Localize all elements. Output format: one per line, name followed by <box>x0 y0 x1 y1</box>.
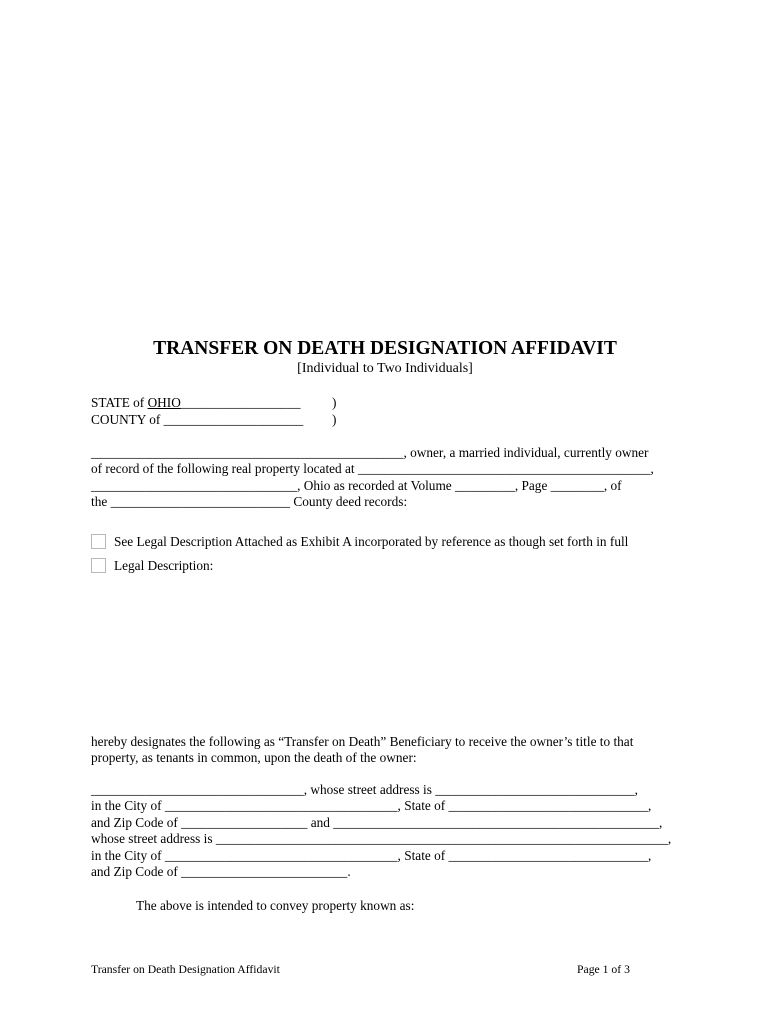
venue-paren-2: ) <box>332 412 337 427</box>
county-line: COUNTY of _____________________ <box>91 412 304 427</box>
legal-description-label: Legal Description: <box>114 558 214 573</box>
legal-description-checkbox[interactable] <box>91 558 106 573</box>
beneficiary-line-2: in the City of ___________________________________, State of ______________________________, <box>91 798 652 813</box>
footer-title: Transfer on Death Designation Affidavit <box>91 963 280 976</box>
exhibit-a-label: See Legal Description Attached as Exhibit A incorporated by reference as though set forth in full <box>114 534 629 549</box>
beneficiary-line-1: ________________________________, whose street address is ______________________________, <box>91 782 638 797</box>
designation-line-1: hereby designates the following as “Transfer on Death” Beneficiary to receive the owner’s title to that <box>91 734 634 749</box>
beneficiary-line-3: and Zip Code of ___________________ and _________________________________________________, <box>91 815 663 830</box>
document-subtitle: [Individual to Two Individuals] <box>297 361 473 376</box>
convey-line: The above is intended to convey property known as: <box>136 898 415 913</box>
exhibit-a-checkbox[interactable] <box>91 534 106 549</box>
owner-line-2: of record of the following real property located at ____________________________________________, <box>91 461 654 476</box>
document-title: TRANSFER ON DEATH DESIGNATION AFFIDAVIT <box>153 338 617 359</box>
venue-paren-1: ) <box>332 395 337 410</box>
beneficiary-line-6: and Zip Code of _________________________. <box>91 864 351 879</box>
state-value: OHIO <box>147 395 181 410</box>
state-label: STATE of <box>91 395 148 410</box>
owner-line-3: _______________________________, Ohio as recorded at Volume _________, Page ________, of <box>91 478 622 493</box>
beneficiary-line-4: whose street address is ____________________________________________________________________, <box>91 831 672 846</box>
beneficiary-line-5: in the City of ___________________________________, State of ______________________________, <box>91 848 652 863</box>
designation-line-2: property, as tenants in common, upon the death of the owner: <box>91 750 417 765</box>
owner-line-4: the ___________________________ County deed records: <box>91 494 408 509</box>
owner-line-1: _______________________________________________, owner, a married individual, currently owner <box>91 445 649 460</box>
state-line <box>91 394 300 411</box>
page-number: Page 1 of 3 <box>577 963 630 976</box>
state-blank: __________________ <box>180 395 301 410</box>
